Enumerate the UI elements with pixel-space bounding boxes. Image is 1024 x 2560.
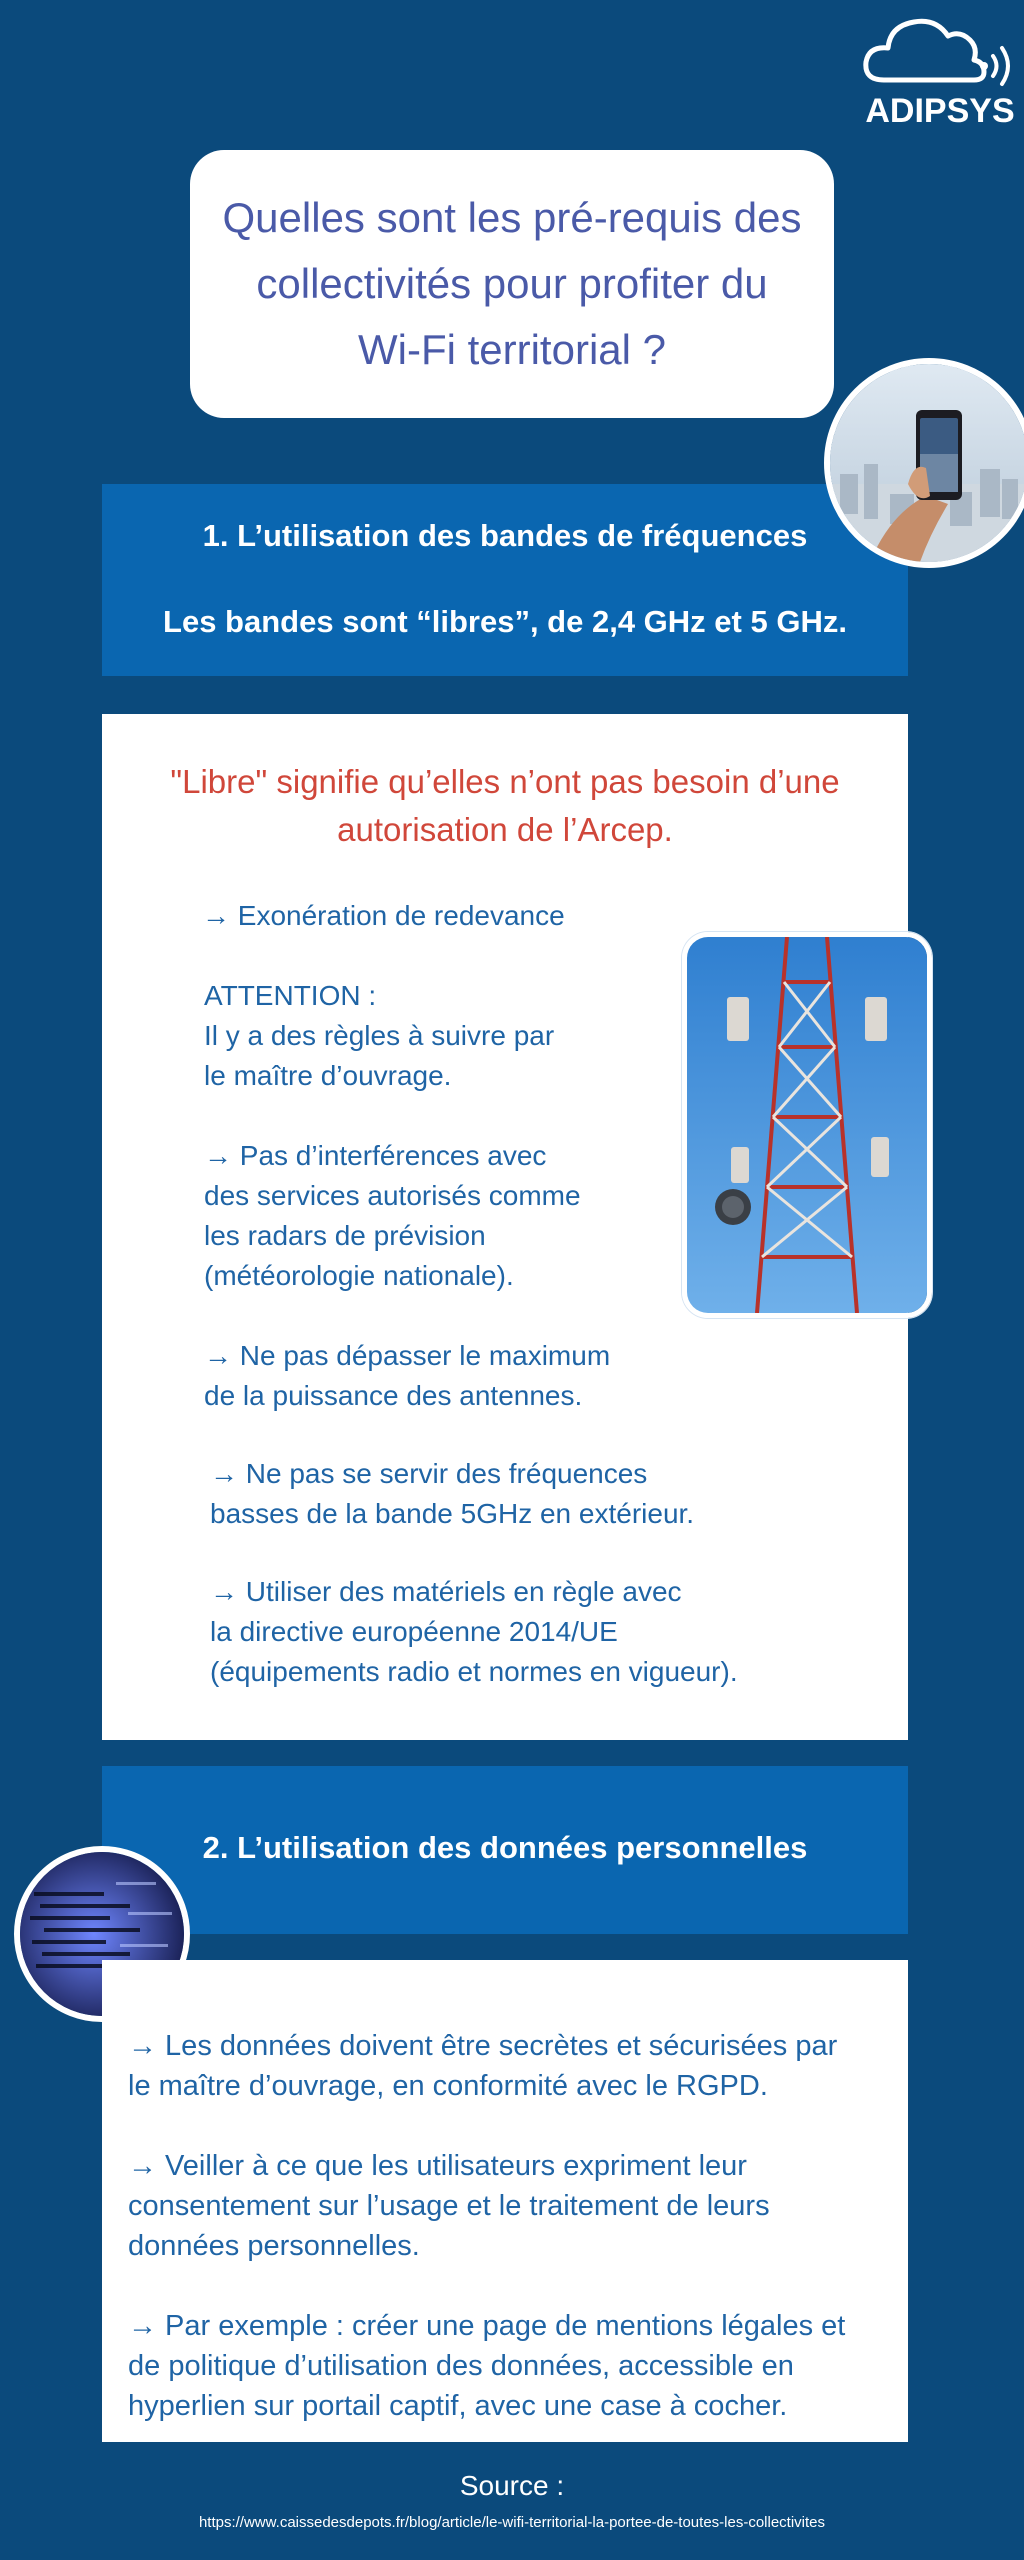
item-exoneration: → Exonération de redevance [202, 900, 565, 931]
item-materiels: → Utiliser des matériels en règle avec la directive européenne 2014/UE (équipements radio et normes en vigueur). [210, 1576, 738, 1687]
item-exemple: → Par exemple : créer une page de mentions légales et de politique d’utilisation des données, accessible en hyperlien sur portail captif, avec une case à cocher. [128, 2310, 846, 2422]
libre-definition: "Libre" signifie qu’elles n’ont pas besoin d’une autorisation de l’Arcep. [170, 763, 840, 848]
cloud-wifi-icon [860, 8, 1020, 98]
source-url[interactable]: https://www.caissedesdepots.fr/blog/article/le-wifi-territorial-la-portee-de-toutes-les-collectivites [198, 2514, 826, 2531]
section1-heading: 1. L’utilisation des bandes de fréquences [202, 518, 808, 553]
section1-header [102, 484, 908, 676]
source-label: Source : [459, 2470, 565, 2501]
adipsys-logo [860, 8, 1020, 136]
section2-header [102, 1766, 908, 1934]
item-interferences: → Pas d’interférences avec des services autorisés comme les radars de prévision (météorologie nationale). [204, 1140, 581, 1291]
item-consentement: → Veiller à ce que les utilisateurs expriment leur consentement sur l’usage et le traitement de leurs données personnelles. [128, 2150, 770, 2262]
brand-name: ADIPSYS [865, 92, 1015, 130]
section2-heading: 2. L’utilisation des données personnelles [202, 1830, 808, 1865]
item-donnees-secretes: → Les données doivent être secrètes et sécurisées par le maître d’ouvrage, en conformité avec le RGPD. [128, 2030, 838, 2102]
item-5ghz: → Ne pas se servir des fréquences basses de la bande 5GHz en extérieur. [210, 1458, 695, 1529]
title-card [190, 150, 834, 418]
attention-note: ATTENTION : Il y a des règles à suivre par le maître d’ouvrage. [204, 980, 555, 1091]
section2-body [102, 1960, 908, 2442]
page-title: Quelles sont les pré-requis des collectivités pour profiter du Wi-Fi territorial ? [222, 194, 802, 373]
phone-photo [824, 358, 1024, 568]
section1-subheading: Les bandes sont “libres”, de 2,4 GHz et 5 GHz. [163, 604, 847, 639]
item-puissance: → Ne pas dépasser le maximum de la puissance des antennes. [204, 1340, 611, 1411]
antenna-tower-photo [682, 932, 932, 1318]
